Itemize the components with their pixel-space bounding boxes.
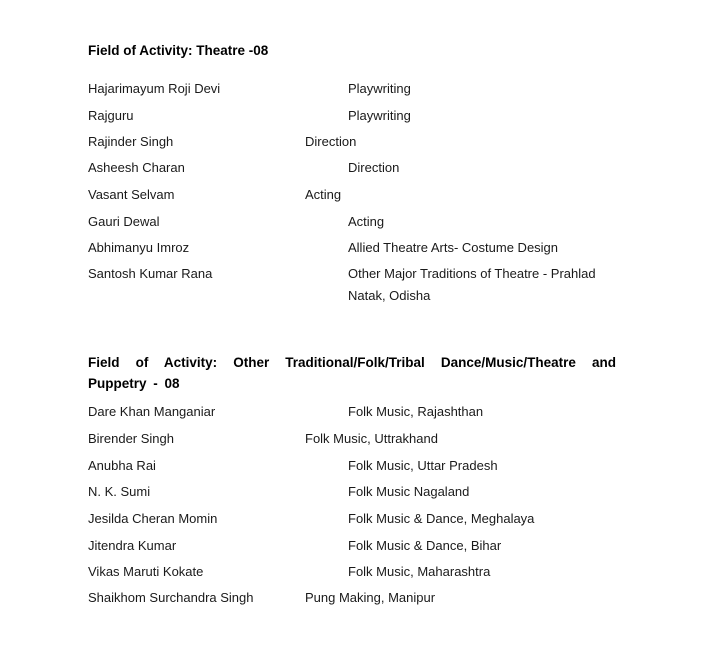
activity-label: Folk Music & Dance, Bihar [348, 538, 502, 553]
activity-label: Folk Music, Rajashthan [348, 404, 484, 419]
list-item [0, 263, 720, 307]
activity-label: Acting [305, 187, 342, 202]
list-item [0, 131, 720, 153]
list-item [0, 508, 720, 530]
activity-label: Other Major Traditions of Theatre - Prahlad Natak, Odisha [348, 266, 596, 303]
list-item [0, 105, 720, 127]
activity-label: Folk Music, Uttar Pradesh [348, 458, 498, 473]
awardee-name: Rajguru [88, 108, 134, 123]
awardee-name: Asheesh Charan [88, 160, 185, 175]
awardee-name: Shaikhom Surchandra Singh [88, 590, 254, 605]
list-item [0, 401, 720, 423]
activity-label: Folk Music, Uttrakhand [305, 431, 438, 446]
awardee-name: Jesilda Cheran Momin [88, 511, 218, 526]
awardee-name: Anubha Rai [88, 458, 156, 473]
activity-label: Direction [348, 160, 400, 175]
section-heading-traditional: Field of Activity: Other Traditional/Folk/Tribal Dance/Music/Theatre and Puppetry - 08 [88, 355, 616, 391]
activity-label: Playwriting [348, 108, 411, 123]
awardee-name: N. K. Sumi [88, 484, 151, 499]
list-item [0, 535, 720, 557]
activity-label: Allied Theatre Arts- Costume Design [348, 240, 559, 255]
awardee-name: Hajarimayum Roji Devi [88, 81, 221, 96]
awardee-name: Santosh Kumar Rana [88, 266, 213, 281]
list-item [0, 561, 720, 583]
activity-label: Playwriting [348, 81, 411, 96]
awardee-name: Dare Khan Manganiar [88, 404, 216, 419]
awardee-name: Vasant Selvam [88, 187, 175, 202]
list-item [0, 211, 720, 233]
awardee-name: Abhimanyu Imroz [88, 240, 190, 255]
awardee-name: Vikas Maruti Kokate [88, 564, 204, 579]
awardee-name: Gauri Dewal [88, 214, 160, 229]
list-item [0, 455, 720, 477]
activity-label: Folk Music & Dance, Meghalaya [348, 511, 535, 526]
activity-label: Direction [305, 134, 357, 149]
list-item [0, 587, 720, 609]
awardee-name: Rajinder Singh [88, 134, 174, 149]
activity-label: Folk Music, Maharashtra [348, 564, 491, 579]
activity-label: Pung Making, Manipur [305, 590, 436, 605]
list-item [0, 78, 720, 100]
activity-label: Folk Music Nagaland [348, 484, 470, 499]
section-heading-theatre: Field of Activity: Theatre -08 [88, 43, 269, 58]
activity-label: Acting [348, 214, 385, 229]
awardee-name: Birender Singh [88, 431, 174, 446]
awardee-name: Jitendra Kumar [88, 538, 177, 553]
list-item [0, 481, 720, 503]
list-item [0, 157, 720, 179]
list-item [0, 428, 720, 450]
list-item [0, 237, 720, 259]
list-item [0, 184, 720, 206]
